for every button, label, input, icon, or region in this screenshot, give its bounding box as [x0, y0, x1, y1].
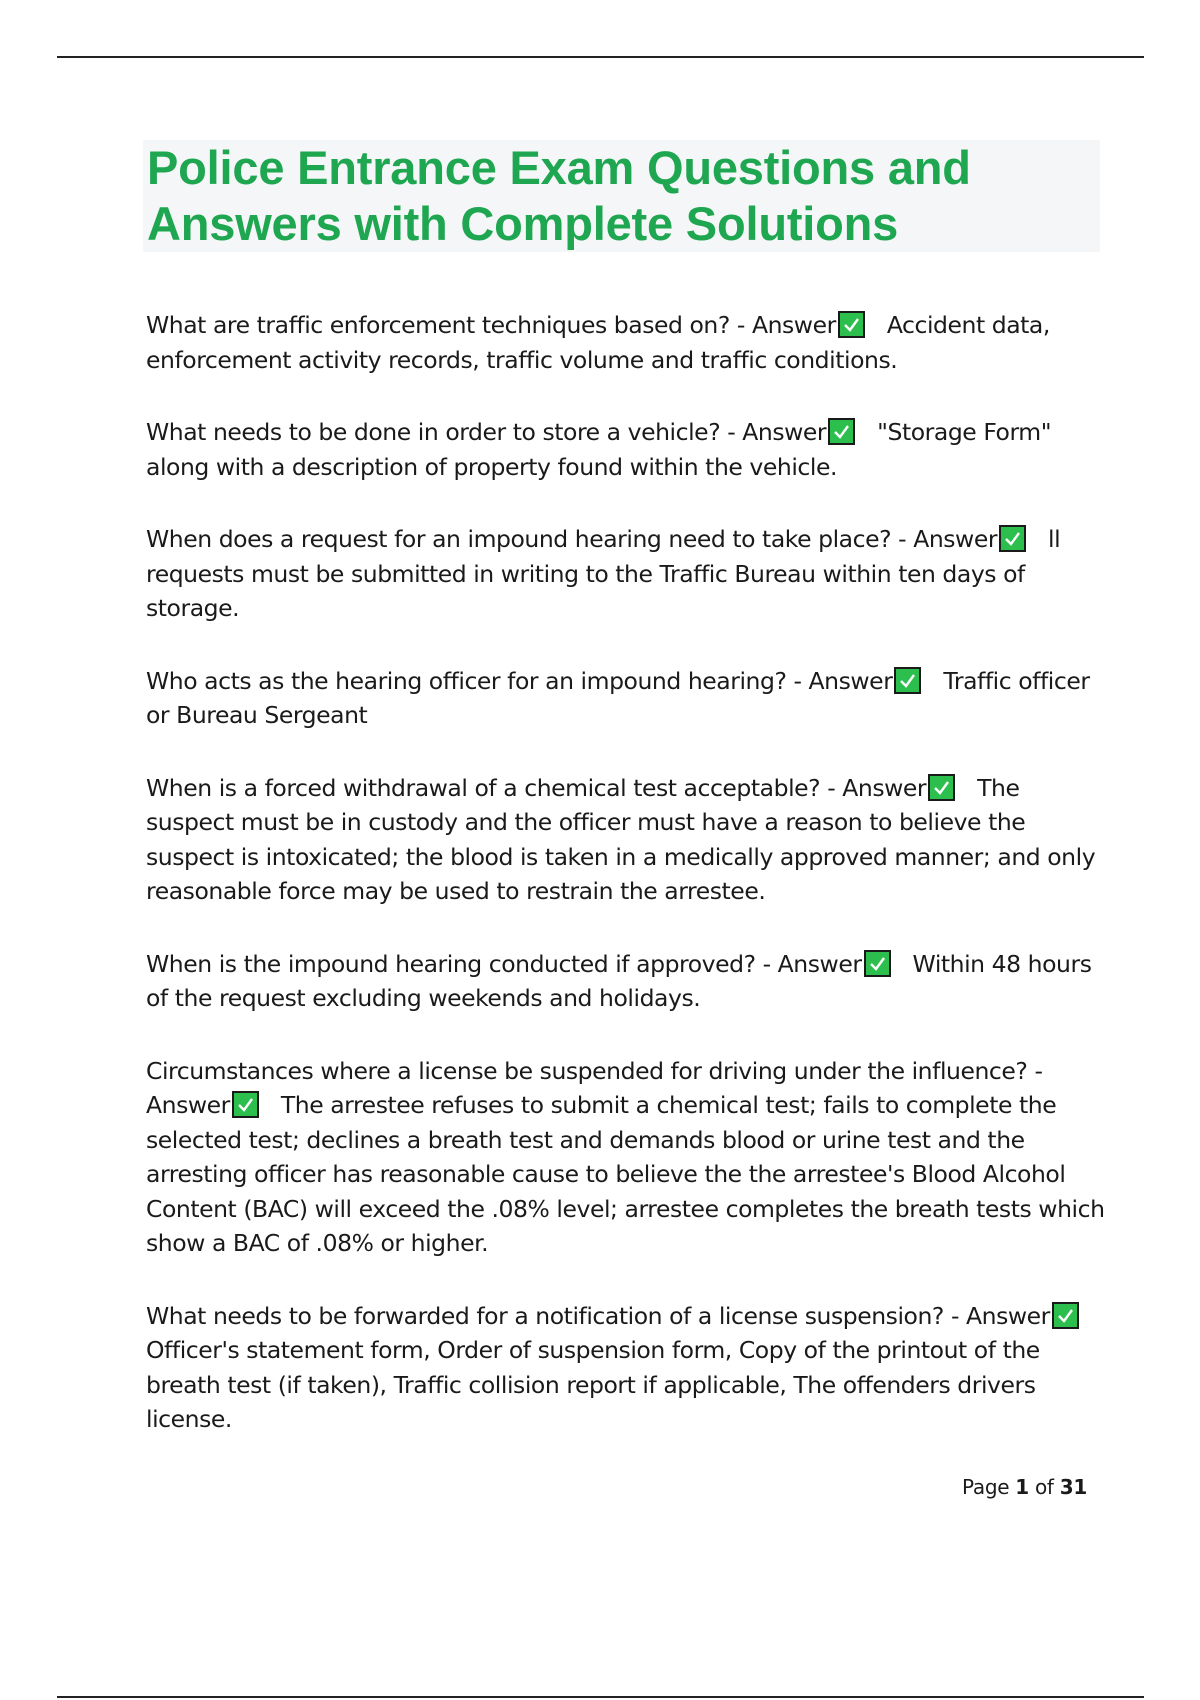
page-word: Page — [962, 1475, 1010, 1499]
page-number — [962, 1475, 1087, 1499]
answer-text: Traffic officer or Bureau Sergeant — [146, 666, 1090, 729]
qa-item — [146, 308, 1106, 377]
check-mark-icon — [838, 311, 865, 338]
question-text: What needs to be done in order to store a vehicle? - Answer — [146, 418, 827, 446]
question-text: When does a request for an impound hearing need to take place? - Answer — [146, 525, 998, 553]
qa-item — [146, 1054, 1106, 1261]
answer-text: Accident data, enforcement activity records, traffic volume and traffic conditions. — [146, 311, 1050, 374]
title-line-1: Police Entrance Exam Questions and — [147, 141, 971, 194]
qa-list — [146, 308, 1106, 1475]
qa-item — [146, 664, 1106, 733]
answer-text: ll requests must be submitted in writing to the Traffic Bureau within ten days of storage. — [146, 525, 1061, 622]
question-text: Circumstances where a license be suspended for driving under the influence? - Answer — [146, 1056, 1043, 1119]
qa-item — [146, 1299, 1106, 1437]
document-title — [147, 140, 1096, 252]
check-mark-icon — [894, 667, 921, 694]
qa-item — [146, 522, 1106, 626]
answer-text: Within 48 hours of the request excluding weekends and holidays. — [146, 949, 1092, 1012]
check-mark-icon — [828, 418, 855, 445]
check-mark-icon — [232, 1091, 259, 1118]
title-line-2: Answers with Complete Solutions — [147, 197, 899, 250]
answer-text: The suspect must be in custody and the officer must have a reason to believe the suspect is intoxicated; the blood is taken in a medically approved manner; and only reasonable force may be used to restrain the arrestee. — [146, 773, 1096, 905]
title-block — [143, 140, 1100, 252]
question-text: What are traffic enforcement techniques based on? - Answer — [146, 311, 836, 339]
answer-text: The arrestee refuses to submit a chemical test; fails to complete the selected test; declines a breath test and demands blood or urine test and the arresting officer has reasonable cause to believe the the arrestee's Blood Alcohol Content (BAC) will exceed the .08% level; arrestee completes the breath tests which show a BAC of .08% or higher. — [146, 1091, 1105, 1257]
qa-item — [146, 947, 1106, 1016]
of-word: of — [1034, 1475, 1054, 1499]
question-text: What needs to be forwarded for a notification of a license suspension? - Answer — [146, 1301, 1050, 1330]
question-text: When is a forced withdrawal of a chemical test acceptable? - Answer — [146, 773, 927, 802]
check-mark-icon — [928, 774, 955, 801]
answer-text: "Storage Form" along with a description of property found within the vehicle. — [146, 418, 1052, 481]
page-current: 1 — [1015, 1475, 1029, 1499]
question-text: Who acts as the hearing officer for an impound hearing? - Answer — [146, 666, 893, 695]
top-divider — [57, 56, 1144, 58]
qa-item — [146, 415, 1106, 484]
page-total: 31 — [1059, 1475, 1087, 1499]
question-text: When is the impound hearing conducted if approved? - Answer — [146, 949, 862, 978]
qa-item — [146, 771, 1106, 909]
bottom-divider — [57, 1696, 1144, 1698]
check-mark-icon — [864, 950, 891, 977]
answer-text: Officer's statement form, Order of suspension form, Copy of the printout of the breath test (if taken), Traffic collision report if applicable, The offenders drivers license. — [146, 1336, 1040, 1433]
check-mark-icon — [1052, 1302, 1079, 1329]
check-mark-icon — [999, 525, 1026, 552]
